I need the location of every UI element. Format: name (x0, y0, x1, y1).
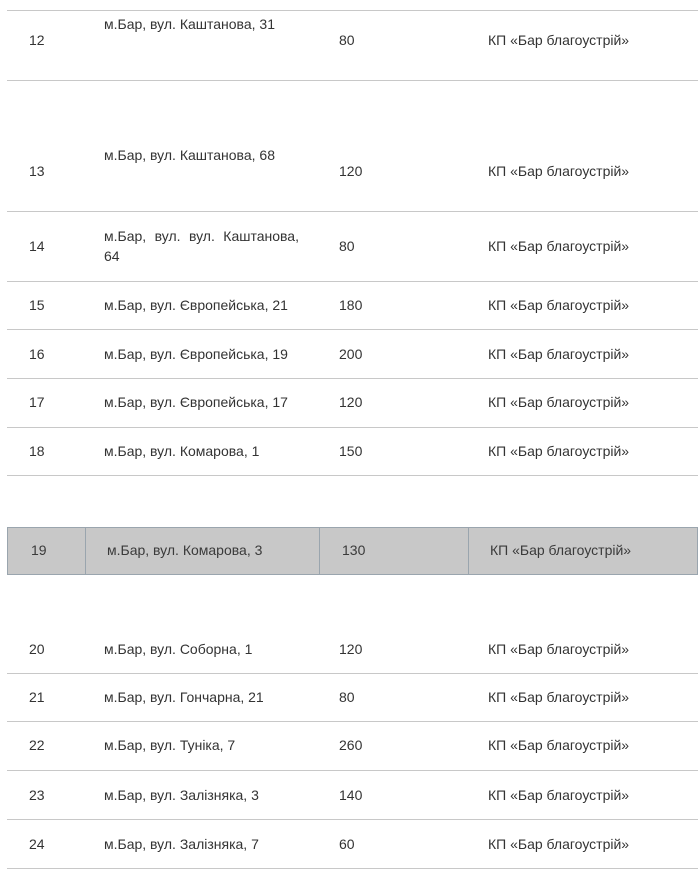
row-address: м.Бар, вул. Європейська, 21 (104, 297, 288, 313)
row-address: м.Бар, вул. Гончарна, 21 (104, 689, 264, 705)
row-organization: КП «Бар благоустрій» (488, 787, 630, 803)
row-quantity: 130 (342, 542, 366, 558)
row-number: 15 (29, 297, 45, 313)
row-address: м.Бар, вул. вул. Каштанова, 64 (104, 228, 299, 264)
column-divider (319, 528, 320, 574)
row-address: м.Бар, вул. Каштанова, 31 (104, 16, 275, 32)
row-organization: КП «Бар благоустрій» (488, 641, 630, 657)
row-quantity: 80 (339, 238, 355, 254)
row-number: 13 (29, 163, 45, 179)
table-row (7, 379, 698, 428)
row-quantity: 180 (339, 297, 363, 313)
row-organization: КП «Бар благоустрій» (488, 394, 630, 410)
table-row (7, 820, 698, 869)
row-quantity: 200 (339, 346, 363, 362)
row-organization: КП «Бар благоустрій» (488, 689, 630, 705)
row-organization: КП «Бар благоустрій» (488, 297, 630, 313)
row-quantity: 80 (339, 689, 355, 705)
row-number: 21 (29, 689, 45, 705)
row-address: м.Бар, вул. Каштанова, 68 (104, 147, 275, 163)
row-address: м.Бар, вул. Залізняка, 7 (104, 836, 259, 852)
row-quantity: 120 (339, 163, 363, 179)
row-number: 14 (29, 238, 45, 254)
row-organization: КП «Бар благоустрій» (490, 542, 632, 558)
row-organization: КП «Бар благоустрій» (488, 737, 630, 753)
data-table (7, 0, 698, 881)
row-address: м.Бар, вул. Туніка, 7 (104, 737, 236, 753)
table-row (7, 771, 698, 820)
row-number: 22 (29, 737, 45, 753)
row-number: 24 (29, 836, 45, 852)
row-organization: КП «Бар благоустрій» (488, 836, 630, 852)
row-organization: КП «Бар благоустрій» (488, 443, 630, 459)
row-quantity: 260 (339, 737, 363, 753)
row-number: 16 (29, 346, 45, 362)
table-row (7, 330, 698, 379)
row-number: 17 (29, 394, 45, 410)
table-row (7, 428, 698, 476)
table-row (7, 575, 698, 674)
row-quantity: 60 (339, 836, 355, 852)
table-row-highlighted (7, 527, 698, 575)
row-address: м.Бар, вул. Соборна, 1 (104, 641, 253, 657)
table-row (7, 722, 698, 771)
table-row (7, 212, 698, 282)
column-divider (468, 528, 469, 574)
row-number: 20 (29, 641, 45, 657)
table-row (7, 674, 698, 722)
table-row (7, 10, 698, 81)
row-address: м.Бар, вул. Європейська, 19 (104, 346, 288, 362)
row-address: м.Бар, вул. Комарова, 1 (104, 443, 260, 459)
row-number: 19 (31, 542, 47, 558)
row-address: м.Бар, вул. Європейська, 17 (104, 394, 288, 410)
row-address: м.Бар, вул. Залізняка, 3 (104, 787, 259, 803)
row-quantity: 80 (339, 32, 355, 48)
row-quantity: 150 (339, 443, 363, 459)
row-address: м.Бар, вул. Комарова, 3 (107, 542, 263, 558)
table-row (7, 282, 698, 330)
row-number: 12 (29, 32, 45, 48)
row-quantity: 120 (339, 394, 363, 410)
table-row (7, 81, 698, 212)
row-organization: КП «Бар благоустрій» (488, 163, 630, 179)
row-organization: КП «Бар благоустрій» (488, 238, 630, 254)
row-organization: КП «Бар благоустрій» (488, 32, 630, 48)
column-divider (85, 528, 86, 574)
row-organization: КП «Бар благоустрій» (488, 346, 630, 362)
row-quantity: 140 (339, 787, 363, 803)
row-number: 23 (29, 787, 45, 803)
row-number: 18 (29, 443, 45, 459)
row-quantity: 120 (339, 641, 363, 657)
